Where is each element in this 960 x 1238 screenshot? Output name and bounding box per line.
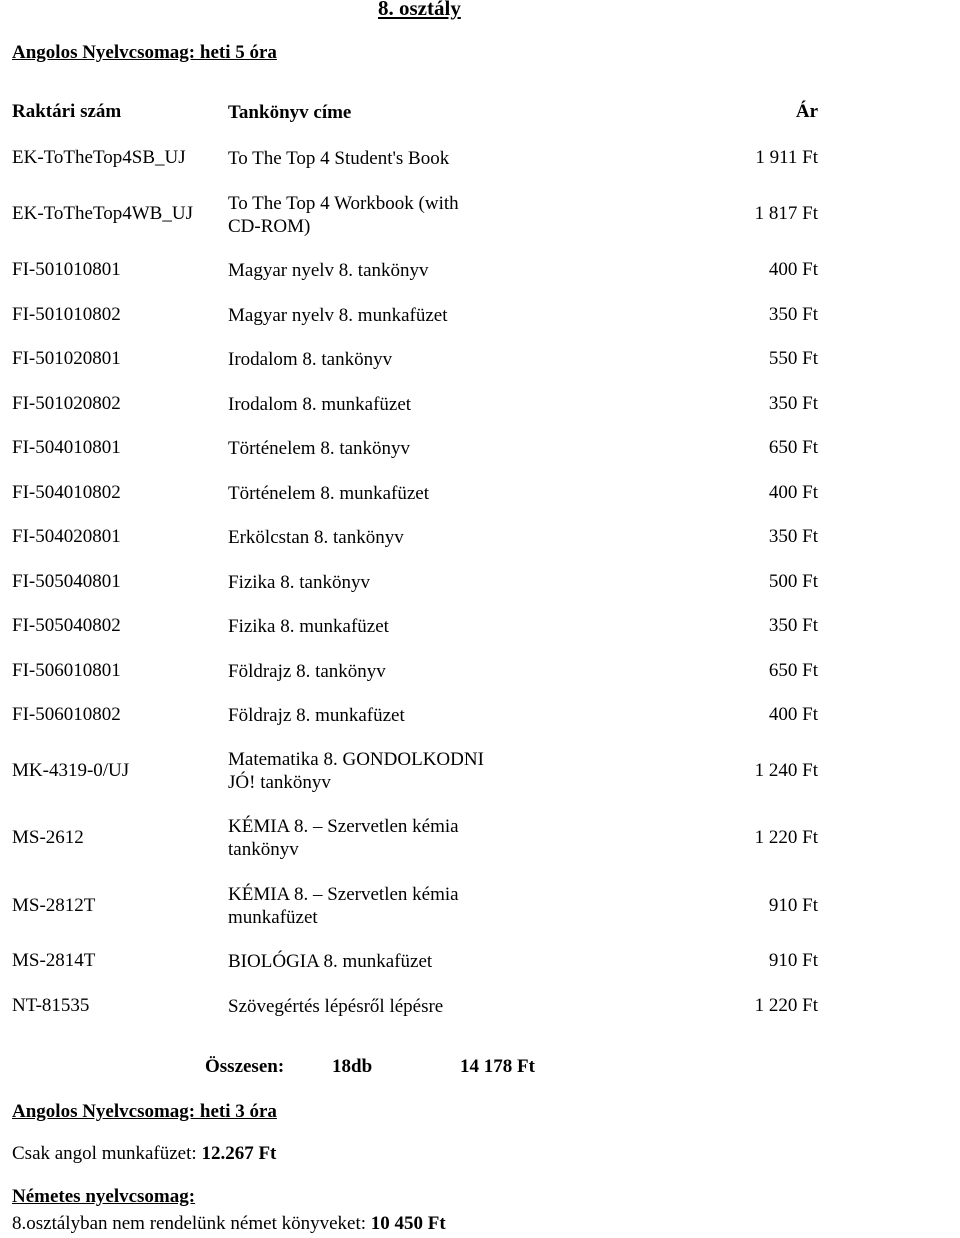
page-title: 8. osztály bbox=[378, 0, 461, 20]
column-header-title: Tankönyv címe bbox=[228, 102, 352, 123]
row-title: Erkölcstan 8. tankönyv bbox=[228, 527, 404, 548]
german-line bbox=[12, 1213, 446, 1235]
row-title: Földrajz 8. tankönyv bbox=[228, 661, 386, 682]
column-header-price: Ár bbox=[795, 101, 818, 122]
row-code: FI-505040801 bbox=[12, 571, 121, 592]
row-price: 550 Ft bbox=[768, 348, 818, 369]
row-title: KÉMIA 8. – Szervetlen kémia munkafüzet bbox=[228, 884, 459, 928]
english-3-line-value: 12.267 Ft bbox=[201, 1143, 277, 1164]
row-title: Irodalom 8. munkafüzet bbox=[228, 394, 412, 415]
row-code: EK-ToTheTop4SB_UJ bbox=[12, 147, 186, 168]
row-title: Magyar nyelv 8. munkafüzet bbox=[228, 305, 448, 326]
english-3-line bbox=[12, 1143, 276, 1165]
row-price: 400 Ft bbox=[768, 259, 818, 280]
row-price: 910 Ft bbox=[768, 895, 818, 916]
row-title: Történelem 8. tankönyv bbox=[228, 438, 411, 459]
row-price: 500 Ft bbox=[768, 571, 818, 592]
row-code: NT-81535 bbox=[12, 995, 90, 1016]
row-price: 350 Ft bbox=[768, 393, 818, 414]
row-code: FI-506010802 bbox=[12, 704, 121, 725]
row-title: Földrajz 8. munkafüzet bbox=[228, 705, 405, 726]
row-title: Szövegértés lépésről lépésre bbox=[228, 996, 444, 1017]
english-3-line-label: Csak angol munkafüzet: bbox=[12, 1143, 202, 1164]
row-price: 650 Ft bbox=[768, 660, 818, 681]
german-line-label: 8.osztályban nem rendelünk német könyveket: bbox=[12, 1213, 371, 1234]
row-code: FI-505040802 bbox=[12, 615, 121, 636]
total-amount: 14 178 Ft bbox=[460, 1056, 535, 1077]
row-code: FI-504010801 bbox=[12, 437, 121, 458]
section-heading-german: Németes nyelvcsomag: bbox=[12, 1186, 196, 1207]
row-price: 650 Ft bbox=[768, 437, 818, 458]
row-title: Matematika 8. GONDOLKODNI JÓ! tankönyv bbox=[228, 749, 484, 793]
row-code: MS-2612 bbox=[12, 827, 84, 848]
row-price: 400 Ft bbox=[768, 482, 818, 503]
row-code: FI-501010801 bbox=[12, 259, 121, 280]
row-price: 1 240 Ft bbox=[754, 760, 818, 781]
section-heading-english-5: Angolos Nyelvcsomag: heti 5 óra bbox=[12, 42, 277, 63]
section-heading-english-3: Angolos Nyelvcsomag: heti 3 óra bbox=[12, 1101, 277, 1122]
row-price: 910 Ft bbox=[768, 950, 818, 971]
row-price: 350 Ft bbox=[768, 615, 818, 636]
row-title: Irodalom 8. tankönyv bbox=[228, 349, 393, 370]
total-label: Összesen: bbox=[205, 1056, 285, 1077]
row-code: MK-4319-0/UJ bbox=[12, 760, 130, 781]
row-code: FI-506010801 bbox=[12, 660, 121, 681]
row-title: To The Top 4 Workbook (with CD-ROM) bbox=[228, 193, 459, 237]
row-code: FI-501010802 bbox=[12, 304, 121, 325]
row-code: FI-501020801 bbox=[12, 348, 121, 369]
row-code: MS-2812T bbox=[12, 895, 96, 916]
row-price: 1 911 Ft bbox=[755, 147, 818, 168]
row-code: EK-ToTheTop4WB_UJ bbox=[12, 203, 193, 224]
row-code: FI-504010802 bbox=[12, 482, 121, 503]
row-title: BIOLÓGIA 8. munkafüzet bbox=[228, 951, 433, 972]
row-price: 1 220 Ft bbox=[754, 995, 818, 1016]
row-title: Történelem 8. munkafüzet bbox=[228, 483, 430, 504]
row-title: KÉMIA 8. – Szervetlen kémia tankönyv bbox=[228, 816, 459, 860]
row-price: 350 Ft bbox=[768, 304, 818, 325]
german-line-value: 10 450 Ft bbox=[370, 1213, 446, 1234]
row-title: Fizika 8. munkafüzet bbox=[228, 616, 389, 637]
total-count: 18db bbox=[332, 1056, 373, 1077]
row-price: 350 Ft bbox=[768, 526, 818, 547]
row-code: FI-501020802 bbox=[12, 393, 121, 414]
row-code: MS-2814T bbox=[12, 950, 96, 971]
row-price: 1 220 Ft bbox=[754, 827, 818, 848]
row-price: 400 Ft bbox=[768, 704, 818, 725]
row-title: Magyar nyelv 8. tankönyv bbox=[228, 260, 429, 281]
row-price: 1 817 Ft bbox=[754, 203, 818, 224]
row-code: FI-504020801 bbox=[12, 526, 121, 547]
row-title: Fizika 8. tankönyv bbox=[228, 572, 370, 593]
column-header-code: Raktári szám bbox=[12, 101, 122, 122]
row-title: To The Top 4 Student's Book bbox=[228, 148, 450, 169]
